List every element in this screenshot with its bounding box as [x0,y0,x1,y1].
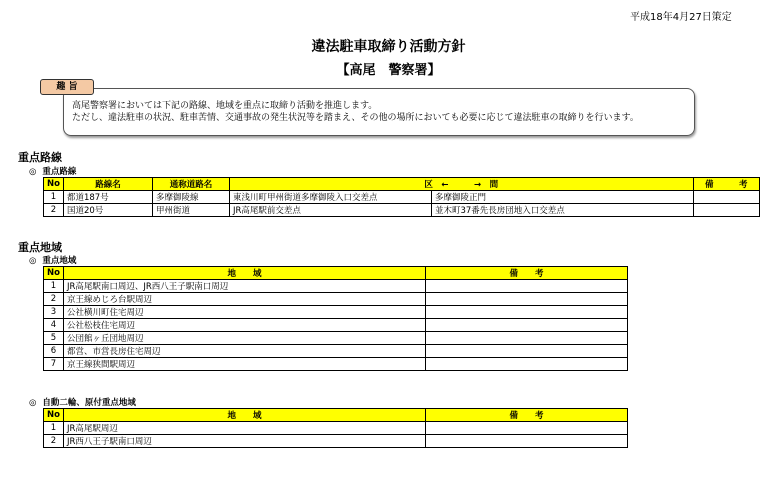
cell-note [425,306,627,319]
cell-area: 公団館ヶ丘団地周辺 [63,332,425,345]
col-header-area: 地 域 [63,409,425,422]
page-subtitle: 【高尾 警察署】 [336,63,441,78]
col-header-note: 備 考 [425,409,627,422]
cell-no: 6 [44,345,64,358]
table-row [44,306,628,319]
subsection-label: 自動二輪、原付重点地域 [42,398,136,408]
cell-area: JR高尾駅周辺 [63,422,425,435]
purpose-line: ただし、違法駐車の状況、駐車苦情、交通事故の発生状況等を踏まえ、その他の場所においても必要に応じて違法駐車の取締りを行います。 [72,113,639,123]
cell-no: 2 [44,204,64,217]
col-header-no: No [44,409,64,422]
cell-note [425,319,627,332]
cell-area: 都営、市営長房住宅周辺 [63,345,425,358]
cell-area: JR高尾駅南口周辺、JR西八王子駅南口周辺 [63,280,425,293]
table-header-row [44,409,628,422]
table-header-row [44,178,760,191]
cell-no: 2 [44,293,64,306]
table-header-row [44,267,628,280]
col-header-note: 備 考 [693,178,759,191]
section-title-areas: 重点地域 [18,241,62,254]
cell-common-name: 多摩御陵線 [152,191,229,204]
purpose-text [72,100,639,124]
subsection-title-bikes [29,396,136,408]
table-row [44,435,628,448]
cell-note [425,358,627,371]
subsection-label: 重点路線 [42,167,77,177]
table-row [44,280,628,293]
col-header-no: No [44,178,64,191]
table-row [44,358,628,371]
cell-area: 京王線めじろ台駅周辺 [63,293,425,306]
cell-route: 国道20号 [63,204,152,217]
cell-note [425,332,627,345]
table-row [44,319,628,332]
double-circle-icon: ◎ [29,256,37,266]
cell-no: 3 [44,306,64,319]
cell-note [425,280,627,293]
cell-note [425,293,627,306]
cell-area: 公社横川町住宅周辺 [63,306,425,319]
page-title: 違法駐車取締り活動方針 [311,39,466,55]
cell-note [693,204,759,217]
areas-table [43,266,628,371]
cell-area: 京王線狭間駅周辺 [63,358,425,371]
purpose-line: 高尾警察署においては下記の路線、地域を重点に取締り活動を推進します。 [72,101,378,111]
col-header-route: 路線名 [63,178,152,191]
table-row [44,293,628,306]
cell-area: 公社松枝住宅周辺 [63,319,425,332]
cell-common-name: 甲州街道 [152,204,229,217]
double-circle-icon: ◎ [29,398,37,408]
cell-from: 東浅川町甲州街道多摩御陵入口交差点 [229,191,431,204]
cell-to: 並木町37番先長房団地入口交差点 [431,204,693,217]
routes-table [43,177,760,217]
col-header-no: No [44,267,64,280]
section-title-routes: 重点路線 [18,151,62,164]
subsection-label: 重点地域 [42,256,77,266]
col-header-common-name: 通称道路名 [152,178,229,191]
subsection-title-areas [29,254,76,266]
table-row [44,204,760,217]
table-row [44,191,760,204]
table-row [44,422,628,435]
cell-no: 5 [44,332,64,345]
cell-no: 2 [44,435,64,448]
table-row [44,332,628,345]
cell-note [425,345,627,358]
cell-to: 多摩御陵正門 [431,191,693,204]
policy-date: 平成18年4月27日策定 [630,12,732,23]
cell-no: 4 [44,319,64,332]
cell-note [693,191,759,204]
cell-route: 都道187号 [63,191,152,204]
col-header-section: 区 ← → 間 [229,178,693,191]
cell-from: JR高尾駅前交差点 [229,204,431,217]
cell-no: 1 [44,422,64,435]
cell-note [425,435,627,448]
bikes-table [43,408,628,448]
cell-area: JR西八王子駅南口周辺 [63,435,425,448]
purpose-label: 趣 旨 [40,79,94,95]
table-row [44,345,628,358]
cell-no: 1 [44,280,64,293]
col-header-area: 地 域 [63,267,425,280]
double-circle-icon: ◎ [29,167,37,177]
cell-note [425,422,627,435]
cell-no: 7 [44,358,64,371]
col-header-note: 備 考 [425,267,627,280]
cell-no: 1 [44,191,64,204]
subsection-title-routes [29,165,76,177]
